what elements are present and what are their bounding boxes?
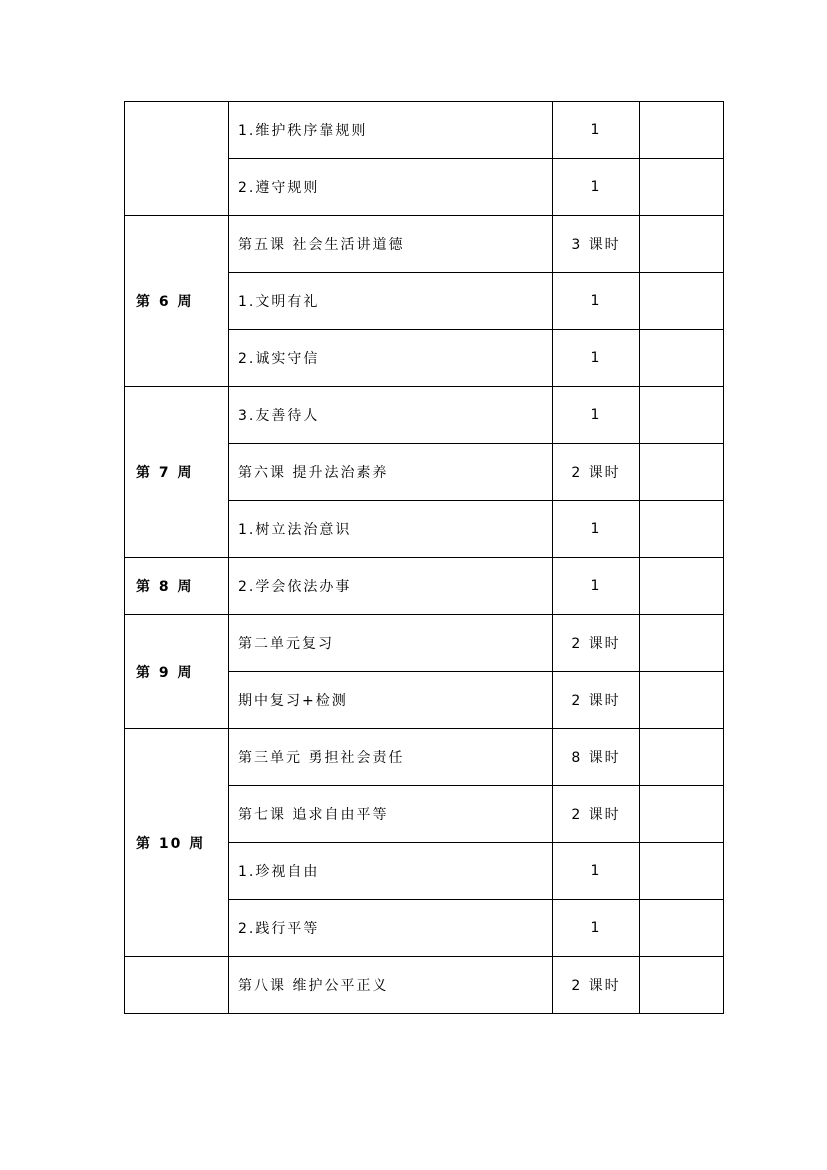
week-cell: 第 7 周 [125,387,229,558]
topic-cell: 第三单元 勇担社会责任 [229,729,553,786]
hours-cell: 2 课时 [553,786,640,843]
note-cell [640,558,724,615]
table-row [125,729,724,786]
note-cell [640,387,724,444]
note-cell [640,330,724,387]
note-cell [640,786,724,843]
schedule-table [124,101,724,1014]
hours-cell: 1 [553,900,640,957]
table-row [125,957,724,1014]
table-row [125,387,724,444]
hours-cell: 2 课时 [553,672,640,729]
topic-cell: 2.学会依法办事 [229,558,553,615]
note-cell [640,102,724,159]
topic-cell: 1.树立法治意识 [229,501,553,558]
week-cell: 第 10 周 [125,729,229,957]
hours-cell: 2 课时 [553,957,640,1014]
note-cell [640,615,724,672]
hours-cell: 2 课时 [553,444,640,501]
note-cell [640,444,724,501]
topic-cell: 第五课 社会生活讲道德 [229,216,553,273]
table-row [125,216,724,273]
hours-cell: 1 [553,273,640,330]
note-cell [640,957,724,1014]
week-cell: 第 9 周 [125,615,229,729]
week-cell: 第 8 周 [125,558,229,615]
topic-cell: 第八课 维护公平正义 [229,957,553,1014]
week-cell: 第 6 周 [125,216,229,387]
topic-cell: 2.诚实守信 [229,330,553,387]
note-cell [640,729,724,786]
hours-cell: 1 [553,102,640,159]
hours-cell: 2 课时 [553,615,640,672]
table-row [125,615,724,672]
topic-cell: 第七课 追求自由平等 [229,786,553,843]
note-cell [640,216,724,273]
note-cell [640,159,724,216]
topic-cell: 2.践行平等 [229,900,553,957]
topic-cell: 1.维护秩序靠规则 [229,102,553,159]
table-row [125,102,724,159]
hours-cell: 1 [553,330,640,387]
note-cell [640,900,724,957]
topic-cell: 第六课 提升法治素养 [229,444,553,501]
table-row [125,558,724,615]
note-cell [640,843,724,900]
topic-cell: 2.遵守规则 [229,159,553,216]
topic-cell: 1.珍视自由 [229,843,553,900]
topic-cell: 第二单元复习 [229,615,553,672]
week-cell [125,957,229,1014]
note-cell [640,273,724,330]
topic-cell: 期中复习+检测 [229,672,553,729]
topic-cell: 3.友善待人 [229,387,553,444]
week-cell [125,102,229,216]
hours-cell: 3 课时 [553,216,640,273]
topic-cell: 1.文明有礼 [229,273,553,330]
hours-cell: 1 [553,159,640,216]
hours-cell: 8 课时 [553,729,640,786]
note-cell [640,501,724,558]
note-cell [640,672,724,729]
hours-cell: 1 [553,843,640,900]
hours-cell: 1 [553,558,640,615]
hours-cell: 1 [553,501,640,558]
hours-cell: 1 [553,387,640,444]
